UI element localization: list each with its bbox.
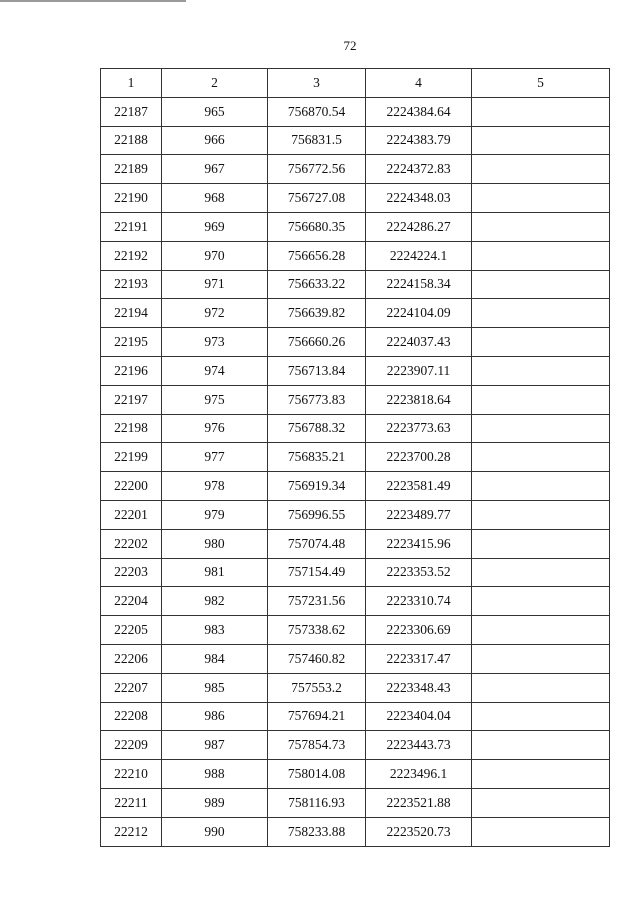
table-cell-col-4: 2224224.1 — [366, 241, 472, 270]
table-cell-col-4: 2223404.04 — [366, 702, 472, 731]
table-cell-col-4: 2223348.43 — [366, 673, 472, 702]
table-cell-col-3: 756680.35 — [268, 212, 366, 241]
table-cell-col-1: 22192 — [101, 241, 162, 270]
table-cell-col-1: 22187 — [101, 97, 162, 126]
table-cell-col-5 — [472, 817, 610, 846]
table-row — [101, 299, 610, 328]
table-cell-col-3: 756870.54 — [268, 97, 366, 126]
table-header — [101, 69, 610, 98]
table-cell-col-1: 22197 — [101, 385, 162, 414]
table-cell-col-4: 2223353.52 — [366, 558, 472, 587]
table-cell-col-4: 2223443.73 — [366, 731, 472, 760]
table-cell-col-1: 22201 — [101, 500, 162, 529]
table-cell-col-1: 22194 — [101, 299, 162, 328]
table-cell-col-5 — [472, 126, 610, 155]
table-cell-col-2: 966 — [162, 126, 268, 155]
table-row — [101, 385, 610, 414]
table-cell-col-1: 22206 — [101, 644, 162, 673]
table-cell-col-2: 979 — [162, 500, 268, 529]
table-row — [101, 126, 610, 155]
table-row — [101, 328, 610, 357]
table-row — [101, 184, 610, 213]
table-cell-col-2: 988 — [162, 760, 268, 789]
table-cell-col-1: 22207 — [101, 673, 162, 702]
table-row — [101, 155, 610, 184]
table-cell-col-5 — [472, 212, 610, 241]
table-cell-col-2: 968 — [162, 184, 268, 213]
table-cell-col-4: 2223581.49 — [366, 472, 472, 501]
table-cell-col-2: 983 — [162, 616, 268, 645]
table-cell-col-3: 756773.83 — [268, 385, 366, 414]
table-cell-col-4: 2223907.11 — [366, 356, 472, 385]
table-cell-col-1: 22196 — [101, 356, 162, 385]
table-row — [101, 414, 610, 443]
table-cell-col-1: 22193 — [101, 270, 162, 299]
table-cell-col-4: 2223520.73 — [366, 817, 472, 846]
table-cell-col-5 — [472, 472, 610, 501]
table-row — [101, 644, 610, 673]
table-cell-col-1: 22198 — [101, 414, 162, 443]
table-cell-col-2: 977 — [162, 443, 268, 472]
table-row — [101, 673, 610, 702]
table-cell-col-5 — [472, 328, 610, 357]
table-cell-col-3: 756660.26 — [268, 328, 366, 357]
table-cell-col-4: 2223521.88 — [366, 788, 472, 817]
table-cell-col-1: 22202 — [101, 529, 162, 558]
table-cell-col-5 — [472, 788, 610, 817]
table-row — [101, 472, 610, 501]
table-cell-col-1: 22210 — [101, 760, 162, 789]
table-cell-col-5 — [472, 270, 610, 299]
table-cell-col-1: 22188 — [101, 126, 162, 155]
table-cell-col-2: 967 — [162, 155, 268, 184]
table-cell-col-3: 757854.73 — [268, 731, 366, 760]
table-cell-col-5 — [472, 587, 610, 616]
table-cell-col-1: 22209 — [101, 731, 162, 760]
table-cell-col-2: 987 — [162, 731, 268, 760]
table-cell-col-4: 2223489.77 — [366, 500, 472, 529]
coordinates-table — [100, 68, 610, 847]
table-row — [101, 817, 610, 846]
table-cell-col-2: 980 — [162, 529, 268, 558]
table-cell-col-5 — [472, 385, 610, 414]
table-cell-col-4: 2224384.64 — [366, 97, 472, 126]
table-cell-col-1: 22190 — [101, 184, 162, 213]
table-cell-col-1: 22199 — [101, 443, 162, 472]
table-cell-col-4: 2223306.69 — [366, 616, 472, 645]
table-cell-col-2: 974 — [162, 356, 268, 385]
table-cell-col-5 — [472, 356, 610, 385]
table-cell-col-4: 2224372.83 — [366, 155, 472, 184]
table-cell-col-5 — [472, 414, 610, 443]
table-cell-col-3: 756713.84 — [268, 356, 366, 385]
column-header-2: 2 — [162, 69, 268, 98]
table-cell-col-4: 2223310.74 — [366, 587, 472, 616]
table-cell-col-4: 2223415.96 — [366, 529, 472, 558]
table-row — [101, 558, 610, 587]
table-cell-col-5 — [472, 644, 610, 673]
top-rule — [0, 0, 186, 2]
table-cell-col-2: 971 — [162, 270, 268, 299]
table-cell-col-3: 757154.49 — [268, 558, 366, 587]
table-cell-col-5 — [472, 702, 610, 731]
table-cell-col-4: 2224383.79 — [366, 126, 472, 155]
table-cell-col-5 — [472, 97, 610, 126]
table-cell-col-3: 756996.55 — [268, 500, 366, 529]
column-header-5: 5 — [472, 69, 610, 98]
table-row — [101, 760, 610, 789]
table-cell-col-5 — [472, 673, 610, 702]
table-cell-col-1: 22205 — [101, 616, 162, 645]
table-cell-col-4: 2224104.09 — [366, 299, 472, 328]
table-row — [101, 212, 610, 241]
table-row — [101, 731, 610, 760]
table-cell-col-3: 757694.21 — [268, 702, 366, 731]
table-cell-col-1: 22211 — [101, 788, 162, 817]
table-cell-col-4: 2223700.28 — [366, 443, 472, 472]
table-cell-col-4: 2224286.27 — [366, 212, 472, 241]
table-cell-col-2: 989 — [162, 788, 268, 817]
table-cell-col-2: 978 — [162, 472, 268, 501]
table-cell-col-1: 22200 — [101, 472, 162, 501]
table-cell-col-3: 756639.82 — [268, 299, 366, 328]
table-cell-col-2: 970 — [162, 241, 268, 270]
table-cell-col-3: 758014.08 — [268, 760, 366, 789]
table-cell-col-1: 22189 — [101, 155, 162, 184]
table-row — [101, 702, 610, 731]
table-cell-col-2: 982 — [162, 587, 268, 616]
table-cell-col-1: 22208 — [101, 702, 162, 731]
column-header-3: 3 — [268, 69, 366, 98]
table-cell-col-3: 756656.28 — [268, 241, 366, 270]
page-number: 72 — [343, 38, 357, 53]
table-cell-col-2: 984 — [162, 644, 268, 673]
table-row — [101, 356, 610, 385]
table-row — [101, 616, 610, 645]
table-cell-col-2: 981 — [162, 558, 268, 587]
table-cell-col-2: 986 — [162, 702, 268, 731]
table-row — [101, 788, 610, 817]
table-cell-col-5 — [472, 760, 610, 789]
table-row — [101, 241, 610, 270]
table-cell-col-4: 2223496.1 — [366, 760, 472, 789]
table-cell-col-5 — [472, 184, 610, 213]
table-cell-col-4: 2224158.34 — [366, 270, 472, 299]
table-cell-col-3: 757074.48 — [268, 529, 366, 558]
table-cell-col-1: 22195 — [101, 328, 162, 357]
table-row — [101, 529, 610, 558]
table-cell-col-5 — [472, 500, 610, 529]
table-cell-col-2: 973 — [162, 328, 268, 357]
table-cell-col-5 — [472, 616, 610, 645]
column-header-4: 4 — [366, 69, 472, 98]
table-row — [101, 270, 610, 299]
table-cell-col-3: 756831.5 — [268, 126, 366, 155]
table-cell-col-3: 756727.08 — [268, 184, 366, 213]
table-cell-col-2: 990 — [162, 817, 268, 846]
table-cell-col-5 — [472, 299, 610, 328]
table-cell-col-3: 758116.93 — [268, 788, 366, 817]
table-cell-col-1: 22212 — [101, 817, 162, 846]
table-cell-col-5 — [472, 529, 610, 558]
table-cell-col-3: 757338.62 — [268, 616, 366, 645]
table-cell-col-2: 976 — [162, 414, 268, 443]
column-header-1: 1 — [101, 69, 162, 98]
table-body — [101, 97, 610, 846]
table-cell-col-4: 2223818.64 — [366, 385, 472, 414]
table-cell-col-3: 756788.32 — [268, 414, 366, 443]
table-cell-col-3: 756919.34 — [268, 472, 366, 501]
table-cell-col-3: 758233.88 — [268, 817, 366, 846]
table-cell-col-5 — [472, 241, 610, 270]
table-cell-col-2: 975 — [162, 385, 268, 414]
table-cell-col-5 — [472, 155, 610, 184]
table-cell-col-2: 965 — [162, 97, 268, 126]
table-cell-col-1: 22204 — [101, 587, 162, 616]
table-cell-col-2: 985 — [162, 673, 268, 702]
table-cell-col-5 — [472, 443, 610, 472]
table-cell-col-2: 972 — [162, 299, 268, 328]
table-row — [101, 443, 610, 472]
table-cell-col-4: 2224037.43 — [366, 328, 472, 357]
table-cell-col-3: 757231.56 — [268, 587, 366, 616]
header-row — [101, 69, 610, 98]
table-cell-col-5 — [472, 558, 610, 587]
table-row — [101, 97, 610, 126]
table-cell-col-1: 22203 — [101, 558, 162, 587]
table-cell-col-5 — [472, 731, 610, 760]
table-cell-col-3: 756772.56 — [268, 155, 366, 184]
table-cell-col-3: 757460.82 — [268, 644, 366, 673]
table-row — [101, 500, 610, 529]
table-cell-col-4: 2223773.63 — [366, 414, 472, 443]
table-cell-col-3: 756633.22 — [268, 270, 366, 299]
table-cell-col-4: 2224348.03 — [366, 184, 472, 213]
table-row — [101, 587, 610, 616]
table-cell-col-4: 2223317.47 — [366, 644, 472, 673]
table-cell-col-1: 22191 — [101, 212, 162, 241]
table-cell-col-3: 756835.21 — [268, 443, 366, 472]
table-cell-col-3: 757553.2 — [268, 673, 366, 702]
table-cell-col-2: 969 — [162, 212, 268, 241]
